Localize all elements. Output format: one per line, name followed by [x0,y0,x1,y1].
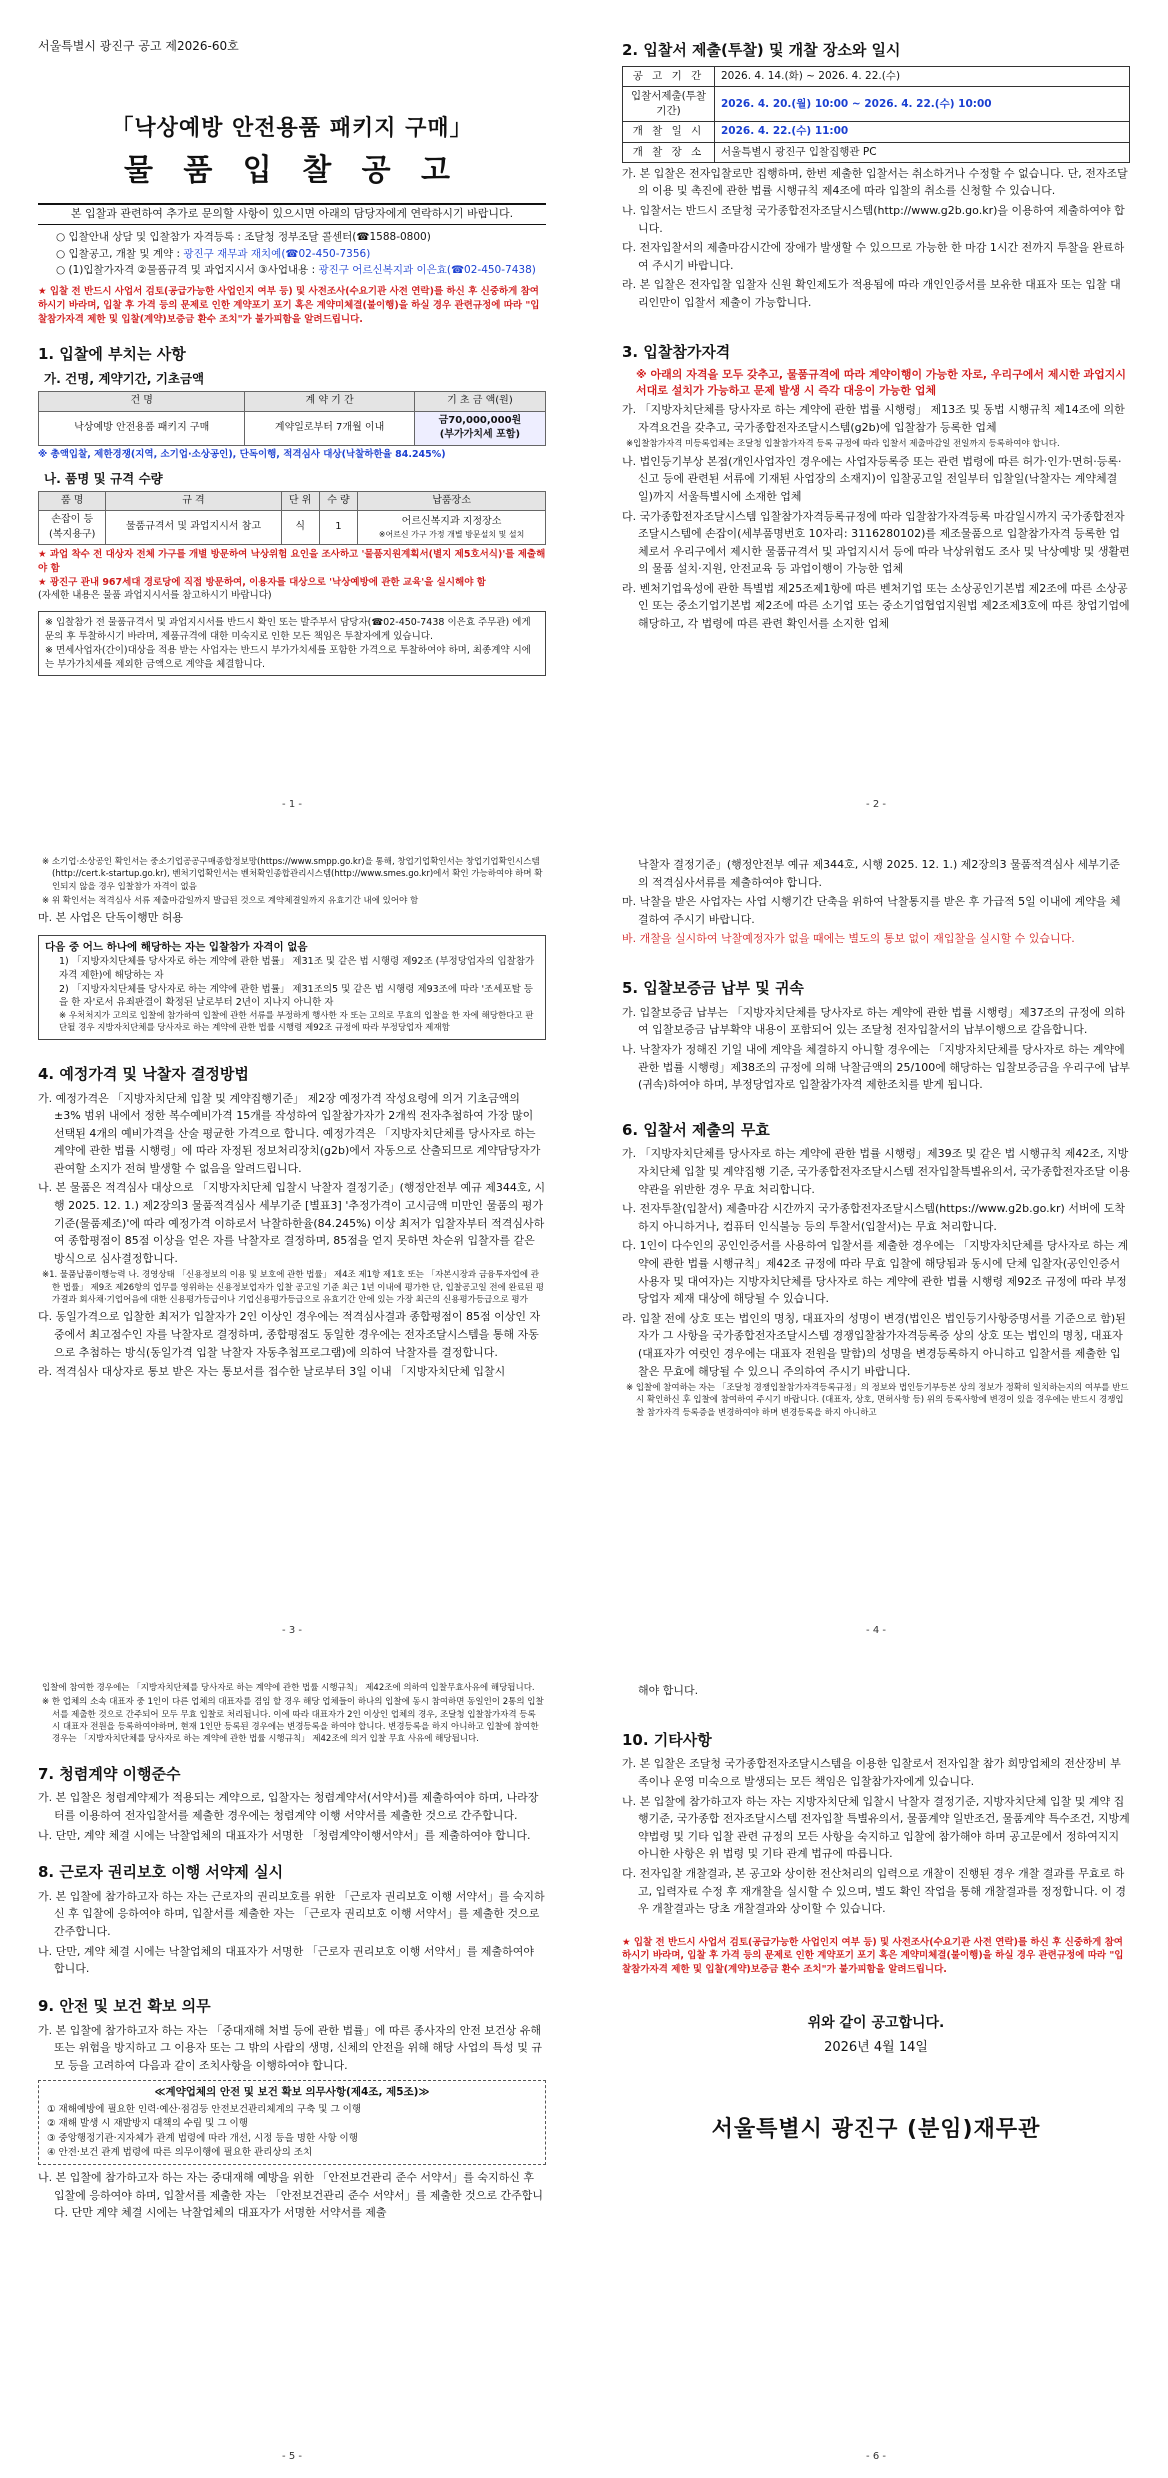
page-5: 입찰에 참여한 경우에는 「지방자치단체를 당사자로 하는 계약에 관한 법률 시행규칙」 제42조에 의하여 입찰무효사유에 해당됩니다. ※ 한 업체의 소속 대표자 중 1인이 다른 업체의 대표자를 겸임 할 경우 해당 업체들이 하나의 입찰에 동시 참여하면 동일인이 2통의 입찰서를 제출한 것으로 간주되어 모두 무효 입찰로 처리됩니다. 이에 따라 대표자가 2인 이상인 업체의 경우, 조달청 입찰참가자격 등록 시 대표자 전원을 등록하여야하며, 현재 1인만 등록된 경우에는 변경등록을 하여야 합니다. 변경등록을 하지 아니하고 입찰에 참여한 경우는 「지방자치단체를 당사자로 하는 계약에 관한 법률 시행규칙」 제42조에 의거 입찰 무효 사유에 해당됩니다. 7. 청렴계약 이행준수 가. 본 입찰은 청렴계약제가 적용되는 계약으로, 입찰자는 청렴계약서(서약서)를 제출하여야 하며, 나라장터를 이용하여 전자입찰서를 제출한 경우에는 청렴계약 이행 서약서를 제출한 것으로 간주합니다. 나. 단만, 계약 체결 시에는 낙찰업체의 대표자가 서명한 「청렴계약이행서약서」를 제출하여야 합니다. 8. 근로자 권리보호 이행 서약제 실시 가. 본 입찰에 참가하고자 하는 자는 근로자의 권리보호를 위한 「근로자 권리보호 이행 서약서」를 숙지하신 후 입찰에 응하여야 하며, 입찰서를 제출한 자는 「근로자 권리보호 이행 서약서」를 제출한 것으로 간주합니다. 나. 단만, 계약 체결 시에는 낙찰업체의 대표자가 서명한 「근로자 권리보호 이행 서약서」를 제출하여야 합니다. 9. 안전 및 보건 확보 의무 가. 본 입찰에 참가하고자 하는 자는 「중대재해 처벌 등에 관한 법률」에 따른 종사자의 안전 보건상 유해 또는 위험을 방지하고 그 이용자 또는 그 밖의 사람의 생명, 신체의 안전을 위해 해당 사업의 특성 및 규모 등을 고려하여 다음과 같이 조치사항을 이행하여야 합니다. ≪계약업체의 안전 및 보건 확보 의무사항(제4조, 제5조)≫ ① 재해예방에 필요한 인력·예산·점검등 안전보건관리체계의 구축 및 그 이행 ② 재해 발생 시 재발방지 대책의 수립 및 그 이행 ③ 중앙행정기관·지자체가 관계 법령에 따라 개선, 시정 등을 명한 사항 이행 ④ 안전·보건 관계 법령에 따른 의무이행에 필요한 관리상의 조치 나. 본 입찰에 참가하고자 하는 자는 중대재해 예방을 위한 「안전보건관리 준수 서약서」를 숙지하신 후 입찰에 응하여야 하며, 입찰서를 제출한 자는 「안전보건관리 준수 서약서」를 제출한 것으로 간주합니다. 단만 계약 체결 시에는 낙찰업체의 대표자가 서명한 서약서를 제출 - 5 - [0,1652,584,2478]
section-5-title: 5. 입찰보증금 납부 및 귀속 [622,978,804,997]
notice-subtitle: 물 품 입 찰 공 고 [123,153,461,189]
page-6: 해야 합니다. 10. 기타사항 가. 본 입찰은 조달청 국가종합전자조달시스템을 이용한 입찰로서 전자입찰 참가 희망업체의 전산장비 부족이나 운영 미숙으로 발생되는 모든 책임은 입찰참가자에게 있습니다. 나. 본 입찰에 참가하고자 하는 자는 지방자치단체 입찰시 낙찰자 결정기준, 지방자치단체 입찰 및 계약 집행기준, 국가종합 전자조달시스템 전자입찰 특별유의서, 물품계약 일반조건, 물품계약 특수조건, 지방계약법령 및 기타 입찰 관련 규정의 모든 사항을 숙지하고 입찰에 참가해야 하며 공고문에서 정하여지지 아니한 사항은 위 법령 및 기타 관계 법규에 따릅니다. 다. 전자입찰 개찰결과, 본 공고와 상이한 전산처리의 입력으로 개찰이 진행된 경우 개찰 결과를 무효로 하고, 입력자료 수정 후 재개찰을 실시할 수 있으며, 별도 확인 작업을 통해 개찰결과를 정정합니다. 이 경우 개찰결과는 당초 개찰결과와 상이할 수 있습니다. ★ 입찰 전 반드시 사업서 검토(공급가능한 사업인지 여부 등) 및 사전조사(수요기관 사전 연락)를 하신 후 신중하게 참여하시기 바라며, 입찰 후 가격 등의 문제로 인한 계약포기 포기 혹은 계약미체결(불이행)을 하실 경우 관련규정에 따라 "입찰참가자격 제한 및 입찰(계약)보증금 환수 조치"가 불가피함을 알려드립니다. 위와 같이 공고합니다. 2026년 4월 14일 서울특별시 광진구 (분임)재무관 - 6 - [584,1652,1168,2478]
signer: 서울특별시 광진구 (분임)재무관 [711,2117,1041,2143]
contact-3: ○ (1)입찰가자격 ②물품규격 및 과업지시서 ③사업내용 : 광진구 어르신복지과 이은효(☎02-450-7438) [56,264,536,277]
contact-list [38,225,546,283]
notice-title: 「낙상예방 안전용품 패키지 구매」 [111,116,473,142]
disqualification-box: 다음 중 어느 하나에 해당하는 자는 입찰참가 자격이 없음 1) 「지방자치단체를 당사자로 하는 계약에 관한 법률」 제31조 및 같은 법 시행령 제92조 (부정당업자의 입찰참가자격 제한)에 해당하는 자 2) 「지방자치단체를 당사자로 하는 계약에 관한 법률」 제31조의5 및 같은 법 시행령 제93조에 따라 '조세포탈 등을 한 자'로서 유죄판결이 확정된 날로부터 2년이 지나지 아니한 자 ※ 우처처지가 고의로 입찰에 참가하여 입찰에 관한 서류를 부정하게 행사한 자 또는 고의로 무효의 입찰을 한 자에 해당한다고 판단될 경우 지방자치단체를 당사자로 하는 계약에 관한 법률 시행령 제92조 규정에 따라 부정당업자 제재함 [38,935,546,1040]
page-2: 2. 입찰서 제출(투찰) 및 개찰 장소와 일시 공 고 기 간 2026. 4. 14.(화) ~ 2026. 4. 22.(수) 입찰서제출(투찰기간) 2026. 4. 20.(월) 10:00 ~ 2026. 4. 22.(수) 10:00 개 찰 일 시 2026. 4. 22.(수) 11:00 개 찰 장 소 서울특별시 광진구 입찰집행관 PC 가. 본 입찰은 전자입찰로만 집행하며, 한번 제출한 입찰서는 취소하거나 수정할 수 없습니다. 단, 전자조달의 이용 및 촉진에 관한 법률 시행규칙 제4조에 따라 입찰의 취소를 신청할 수 있습니다. 나. 입찰서는 반드시 조달청 국가종합전자조달시스템(http://www.g2b.go.kr)을 이용하여 제출하여야 합니다. 다. 전자입찰서의 제출마감시간에 장애가 발생할 수 있으므로 가능한 한 마감 1시간 전까지 투찰을 완료하여 주시기 바랍니다. 라. 본 입찰은 전자입찰 입찰자 신원 확인제도가 적용됨에 따라 개인인증서를 보유한 대표자 또는 입찰 대리인만이 입찰서 제출이 가능합니다. 3. 입찰참가자격 ※ 아래의 자격을 모두 갖추고, 물품규격에 따라 계약이행이 가능한 자로, 우리구에서 제시한 과업지시서대로 설치가 가능하고 문제 발생 시 즉각 대응이 가능한 업체 가. 「지방자치단체를 당사자로 하는 계약에 관한 법률 시행령」 제13조 및 동법 시행규칙 제14조에 의한 자격요건을 갖추고, 국가종합전자조달시스템(g2b)에 입찰참가 등록한 업체 ※입찰참가자격 미등록업체는 조달청 입찰참가자격 등록 규정에 따라 입찰서 제출마감일 전일까지 등록하여야 합니다. 나. 법인등기부상 본점(개인사업자인 경우에는 사업자등록증 또는 관련 법령에 따른 허가·인가·면허·등록·신고 등에 관련된 서류에 기재된 사업장의 소재지)이 입찰공고일 전일부터 입찰일(낙찰자는 계약체결일)까지 서울특별시에 소재한 업체 다. 국가종합전자조달시스템 입찰참가자격등록규정에 따라 입찰참가자격등록 마감일시까지 국가종합전자조달시스템에 손잡이(세부품명번호 10자리: 3116280102)를 제조물품으로 입찰참가자격 등록한 업체로서 우리구에서 제시한 물품규격서 및 과업지시서 등에 따라 낙상위험도 조사 및 낙상예방 및 생활편의 물품 설치·지원, 안전교육 등 과업이행이 가능한 업체 라. 벤처기업육성에 관한 특별법 제25조제1항에 따른 벤처기업 또는 소상공인기본법 제2조에 따른 소상공인 또는 중소기업기본법 제2조에 따른 소기업 또는 중소기업협업지원법 제2조제3호에 따른 창업기업에 해당하고, 각 법령에 따른 관련 확인서를 소지한 업체 - 2 - [584,0,1168,826]
contact-1: ○ 입찰안내 상담 및 입찰참가 자격등록 : 조달청 정부조달 콜센터(☎1588-0800) [56,230,431,243]
section-1-title: 1. 입찰에 부치는 사항 [38,345,186,364]
contact-2: ○ 입찰공고, 개찰 및 계약 : 광진구 재무과 재치예(☎02-450-7356) [56,247,371,260]
section-3-title: 3. 입찰참가자격 [622,342,731,361]
page-number: - 6 - [866,2450,886,2462]
safety-duty-box: ≪계약업체의 안전 및 보건 확보 의무사항(제4조, 제5조)≫ ① 재해예방에 필요한 인력·예산·점검등 안전보건관리체계의 구축 및 그 이행 ② 재해 발생 시 재발방지 대책의 수립 및 그 이행 ③ 중앙행정기관·지자체가 관계 법령에 따라 개선, 시정 등을 명한 사항 이행 ④ 안전·보건 관계 법령에 따른 의무이행에 필요한 관리상의 조치 [38,2080,546,2165]
section-2-title: 2. 입찰서 제출(투찰) 및 개찰 장소와 일시 [622,41,901,59]
intro-text: 본 입찰과 관련하여 추가로 문의할 사항이 있으시면 아래의 담당자에게 연락하시기 바랍니다. [38,205,546,225]
notice-number: 서울특별시 광진구 공고 제2026-60호 [38,39,239,53]
base-price-table: 건 명 계 약 기 간 기 초 금 액(원) 낙상예방 안전용품 패키지 구매 계약일로부터 7개월 이내 금70,000,000원 (부가가치세 포함) [38,391,546,446]
note-3: (자세한 내용은 물품 과업지시서를 참고하시기 바랍니다) [38,590,272,602]
bid-type-note: ※ 총액입찰, 제한경쟁(지역, 소기업·소상공인), 단독이행, 적격심사 대상(낙찰하한율 84.245%) [38,448,446,460]
page-3: ※ 소기업·소상공인 확인서는 중소기업공공구매종합정보망(https://www.smpp.go.kr)을 통해, 창업기업확인서는 창업기업확인시스템(http://cert.k-startup.go.kr), 벤처기업확인서는 벤처확인종합관리시스템(http://www.smes.go.kr)에서 확인 가능하여야 하며 확인되지 않을 경우 입찰참가 자격이 없음 ※ 위 확인서는 적격심사 서류 제출마감일까지 발급된 것으로 계약체결일까지 유효기간 내에 있어야 함 마. 본 사업은 단독이행만 허용 다음 중 어느 하나에 해당하는 자는 입찰참가 자격이 없음 1) 「지방자치단체를 당사자로 하는 계약에 관한 법률」 제31조 및 같은 법 시행령 제92조 (부정당업자의 입찰참가자격 제한)에 해당하는 자 2) 「지방자치단체를 당사자로 하는 계약에 관한 법률」 제31조의5 및 같은 법 시행령 제93조에 따라 '조세포탈 등을 한 자'로서 유죄판결이 확정된 날로부터 2년이 지나지 아니한 자 ※ 우처처지가 고의로 입찰에 참가하여 입찰에 관한 서류를 부정하게 행사한 자 또는 고의로 무효의 입찰을 한 자에 해당한다고 판단될 경우 지방자치단체를 당사자로 하는 계약에 관한 법률 시행령 제92조 규정에 따라 부정당업자 제재함 4. 예정가격 및 낙찰자 결정방법 가. 예정가격은 「지방자치단체 입찰 및 계약집행기준」 제2장 예정가격 작성요령에 의거 기초금액의 ±3% 범위 내에서 정한 복수예비가격 15개를 작성하여 입찰참가자가 2개씩 전자추첨하여 가장 많이 선택된 4개의 예비가격을 산술 평균한 가격으로 합니다. 예정가격은 「지방자치단체를 당사자로 하는 계약에 관한 법률 시행령」에 따라 자정된 정보처리장치(g2b)에서 자동으로 산출되므로 계약담당자가 관여할 소지가 전혀 발생할 수 없음을 알려드립니다. 나. 본 물품은 적격심사 대상으로 「지방자치단체 입찰시 낙찰자 결정기준」(행정안전부 예규 제344호, 시행 2025. 12. 1.) 제2장의3 물품적격심사 세부기준 [별표3] '추정가격이 고시금액 미만인 물품의 평가기준(물품제조)'에 따라 예정가격 이하로서 낙찰하한율(84.245%) 이상 최저가 입찰자부터 적격심사하여 종합평점이 85점 이상을 얻은 자를 낙찰자로 결정하며, 85점을 얻지 못하면 차순위 입찰자를 같은 방식으로 심사결정합니다. ※1. 물품납품이행능력 나. 경영상태 「신용정보의 이용 및 보호에 관한 법률」 제4조 제1항 제1호 또는 「자본시장과 금융투자업에 관한 법률」 제9조 제26항의 업무를 영위하는 신용정보업자가 입찰 공고일 기준 최근 1년 이내에 평가한 단, 입찰공고일 전에 완료된 평가결과 회사채·기업어음에 대한 신용평가등급이나 기업신용평가등급으로 유효기간 안에 있는 가장 최근의 신용평가등급으로 평가 다. 동일가격으로 입찰한 최저가 입찰자가 2인 이상인 경우에는 적격심사결과 종합평점이 85점 이상인 자 중에서 최고점수인 자를 낙찰자로 결정하며, 종합평점도 동일한 경우에는 전자조달시스템을 통해 자동으로 추첨하는 방식(동일가격 입찰 낙찰자 자동추첨프로그램)에 의하여 낙찰자를 결정합니다. 라. 적격심사 대상자로 통보 받은 자는 통보서를 접수한 날로부터 3일 이내 「지방자치단체 입찰시 - 3 - [0,826,584,1652]
section-4-title: 4. 예정가격 및 낙찰자 결정방법 [38,1064,249,1083]
warning-text: ★ 입찰 전 반드시 사업서 검토(공급가능한 사업인지 여부 등) 및 사전조사(수요기관 사전 연락)를 하신 후 신중하게 참여하시기 바라며, 입찰 후 가격 등의 문제로 인한 계약포기 포기 혹은 계약미체결(불이행)을 하실 경우 관련규정에 따라 "입찰참가자격 제한 및 입찰(계약)보증금 환수 조치"가 불가피함을 알려드립니다. [38,286,540,325]
section-9-title: 9. 안전 및 보건 확보 의무 [38,1996,211,2015]
note-1: ★ 과업 착수 전 대상자 전체 가구를 개별 방문하여 낙상위험 요인을 조사하고 '물품지원계획서(별지 제5호서식)'를 제출해야 함 [38,549,546,574]
item-spec-table: 품 명 규 격 단 위 수 량 납품장소 손잡이 등 (복지용구) 물품규격서 및 과업지시서 참고 식 1 어르신복지과 지정장소 ※어르신 가구 가정 개별 방문설치 및 설치 [38,491,546,546]
warning-text: ★ 입찰 전 반드시 사업서 검토(공급가능한 사업인지 여부 등) 및 사전조사(수요기관 사전 연락)를 하신 후 신중하게 참여하시기 바라며, 입찰 후 가격 등의 문제로 인한 계약포기 포기 혹은 계약미체결(불이행)을 하실 경우 관련규정에 따라 "입찰참가자격 제한 및 입찰(계약)보증금 환수 조치"가 불가피함을 알려드립니다. [622,1936,1124,1976]
page-4: 낙찰자 결정기준」(행정안전부 예규 제344호, 시행 2025. 12. 1.) 제2장의3 물품적격심사 세부기준의 적격심사서류를 제출하여야 합니다. 마. 낙찰을 받은 사업자는 사업 시행기간 단축을 위하여 낙찰통지를 받은 후 가급적 5일 이내에 계약을 체결하여 주시기 바랍니다. 바. 개찰을 실시하여 낙찰예정자가 없을 때에는 별도의 통보 없이 재입찰을 실시할 수 있습니다. 5. 입찰보증금 납부 및 귀속 가. 입찰보증금 납부는 「지방자치단체를 당사자로 하는 계약에 관한 법률 시행령」제37조의 규정에 의하여 입찰보증금 납부확약 내용이 포함되어 있는 조달청 전자입찰서의 납부이행으로 갈음합니다. 나. 낙찰자가 정해진 기일 내에 계약을 체결하지 아니할 경우에는 「지방자치단체를 당사자로 하는 계약에 관한 법률 시행령」제38조의 규정에 의해 낙찰금액의 25/100에 해당하는 입찰보증금을 우리구에 납부(귀속)하여야 하며, 부정당업자로 입찰참가자격 제한조치를 받게 됩니다. 6. 입찰서 제출의 무효 가. 「지방자치단체를 당사자로 하는 계약에 관한 법률 시행령」제39조 및 같은 법 시행규칙 제42조, 지방자치단체 입찰 및 계약집행 기준, 국가종합전자조달시스템 전자입찰특별유의서, 국가종합전자조달 이용약관을 위반한 경우 무효 처리합니다. 나. 전자투찰(입찰서) 제출마감 시간까지 국가종합전자조달시스템(https://www.g2b.go.kr) 서버에 도착하지 아니하거나, 컴퓨터 인식불능 등의 투찰서(입찰서)는 무효 처리합니다. 다. 1인이 다수인의 공인인증서를 사용하여 입찰서를 제출한 경우에는 「지방자치단체를 당사자로 하는 계약에 관한 법률 시행규칙」제42조 규정에 따라 무효 입찰에 해당됨과 동시에 단체 입찰자(공인인증서 사용자 및 대여자)는 지방자치단체를 당사자로 하는 계약에 관한 법률 시행령 제92조 규정에 따라 부정당업자 제재 대상에 해당될 수 있습니다. 라. 입찰 전에 상호 또는 법인의 명칭, 대표자의 성명이 변경(법인은 법인등기사항증명서를 기준으로 함)된 자가 그 사항을 국가종합전자조달시스템 경쟁입찰참가자격등록증 상의 상호 또는 법인의 명칭, 대표자(대표자가 여럿인 경우에는 대표자 전원을 말함)의 성명을 변경등록하지 아니하고 입찰서를 제출한 입찰은 무효에 해당될 수 있으니 주의하여 주시기 바랍니다. ※ 입찰에 참여하는 자는 「조달청 경쟁입찰참가자격등록규정」의 정보와 법인등기부등본 상의 정보가 정확히 일치하는지의 여부를 반드시 확인하신 후 입찰에 참여하여 주시기 바랍니다. (대표자, 상호, 면허사항 등) 위의 등록사항에 변경이 있을 경우에는 반드시 경쟁입찰 참가자격 등록증을 변경하여야 하며 변경등록을 하지 아니하고 - 4 - [584,826,1168,1652]
page-number: - 5 - [282,2450,302,2462]
section-1a-title: 가. 건명, 계약기간, 기초금액 [44,371,205,387]
section-6-title: 6. 입찰서 제출의 무효 [622,1120,770,1139]
section-10-title: 10. 기타사항 [622,1730,712,1749]
section-8-title: 8. 근로자 권리보호 이행 서약제 실시 [38,1863,284,1882]
page-number: - 4 - [866,1624,886,1636]
caution-box: ※ 입찰참가 전 물품규격서 및 과업지시서를 반드시 확인 또는 발주부서 담당자(☎02-450-7438 이은효 주무관) 에게 문의 후 투찰하시기 바라며, 제품규격에 대한 미숙지로 인한 모든 책임은 투찰자에게 있습니다. ※ 면세사업자(간이)대상을 적용 받는 사업자는 반드시 부가가치세를 포함한 가격으로 투찰하여야 하며, 최종계약 시에는 부가가치세를 제외한 금액으로 계약을 체결합니다. [38,611,546,676]
page-1 [0,0,584,826]
section-7-title: 7. 청렴계약 이행준수 [38,1764,181,1783]
closing-text: 위와 같이 공고합니다. [807,2014,945,2031]
page-number: - 1 - [282,798,302,810]
page-number: - 2 - [866,798,886,810]
notice-date: 2026년 4월 14일 [824,2040,928,2056]
schedule-table: 공 고 기 간 2026. 4. 14.(화) ~ 2026. 4. 22.(수) 입찰서제출(투찰기간) 2026. 4. 20.(월) 10:00 ~ 2026. 4. 22.(수) 10:00 개 찰 일 시 2026. 4. 22.(수) 11:00 개 찰 장 소 서울특별시 광진구 입찰집행관 PC [622,66,1130,163]
page-number: - 3 - [282,1624,302,1636]
section-1b-title: 나. 품명 및 규격 수량 [44,470,163,486]
note-2: ★ 광진구 관내 967세대 경로당에 직접 방문하여, 이용자를 대상으로 '낙상예방에 관한 교육'을 실시해야 함 [38,576,486,588]
